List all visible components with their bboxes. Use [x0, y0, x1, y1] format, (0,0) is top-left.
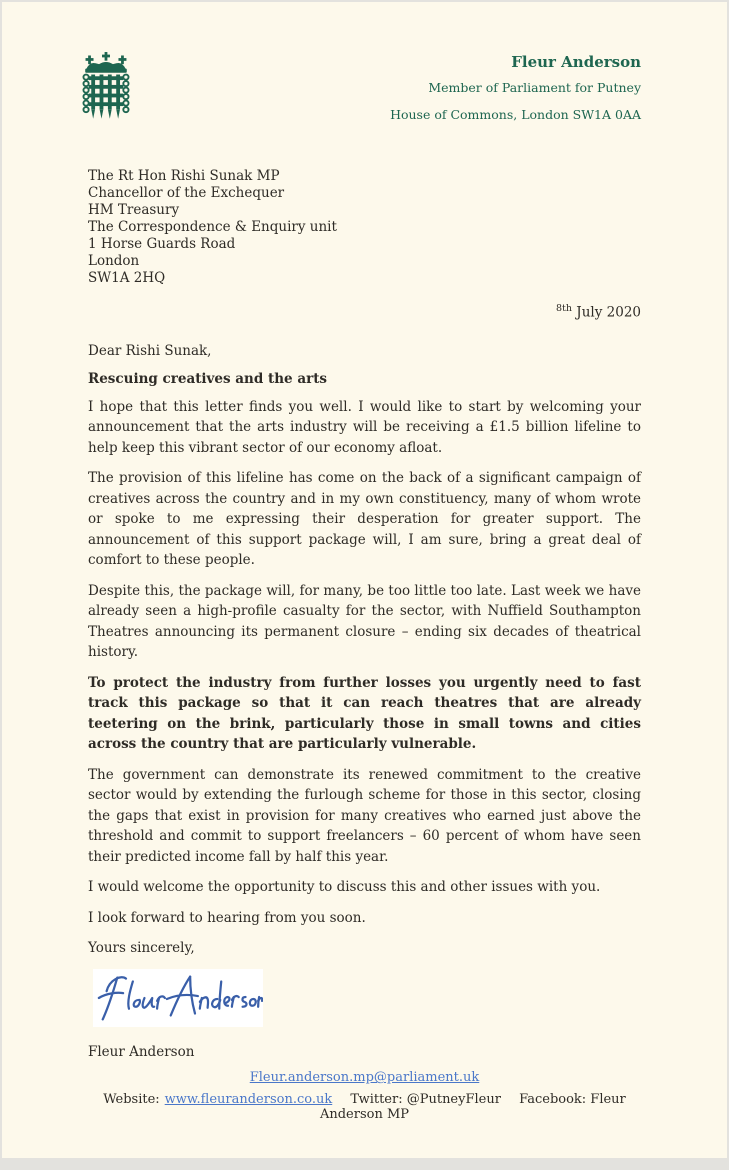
- mp-address: House of Commons, London SW1A 0AA: [390, 107, 641, 122]
- website-label: Website:: [103, 1092, 160, 1108]
- date-month-year: July 2020: [576, 304, 641, 321]
- portcullis-logo-icon: [80, 52, 132, 132]
- typed-signatory-name: Fleur Anderson: [88, 1044, 195, 1061]
- body-paragraph: I hope that this letter finds you well. I would like to start by welcoming your announcement that the arts industry will be receiving a £1.5 billion lifeline to help keep this vibrant sector of our economy afloat.: [88, 398, 641, 456]
- facebook-name: Facebook: Fleur Anderson MP: [319, 1092, 626, 1123]
- mp-name: Fleur Anderson: [511, 53, 641, 71]
- recipient-address-line: The Rt Hon Rishi Sunak MP: [88, 168, 280, 185]
- footer-links-line: [88, 1092, 641, 1122]
- body-paragraph: I look forward to hearing from you soon.: [88, 909, 366, 926]
- body-paragraph: Despite this, the package will, for many, be too little too late. Last week we have already seen a high-profile casualty for the sector, with Nuffield Southampton Theatres announcing its permanent closure – ending six decades of theatrical history.: [88, 582, 641, 661]
- website-link[interactable]: www.fleuranderson.co.uk: [164, 1092, 333, 1108]
- date-day-superscript: 8th: [556, 303, 572, 315]
- recipient-address-line: Chancellor of the Exchequer: [88, 185, 285, 202]
- handwritten-signature: [93, 969, 263, 1027]
- letter-date: [88, 303, 641, 321]
- email-link[interactable]: Fleur.anderson.mp@parliament.uk: [249, 1070, 480, 1086]
- recipient-address-line: HM Treasury: [88, 202, 180, 219]
- body-paragraph: I would welcome the opportunity to discuss this and other issues with you.: [88, 879, 601, 896]
- letter-page: [2, 2, 727, 1158]
- closing: Yours sincerely,: [88, 940, 195, 957]
- mp-role: Member of Parliament for Putney: [428, 80, 641, 95]
- letter-body: [88, 397, 641, 929]
- recipient-address-block: [88, 168, 641, 287]
- letterhead-contact-block: [390, 50, 641, 126]
- recipient-address-line: 1 Horse Guards Road: [88, 236, 236, 253]
- body-paragraph: The government can demonstrate its renewed commitment to the creative sector would by extending the furlough scheme for those in this sector, closing the gaps that exist in provision for many creatives who earned just above the threshold and commit to support freelancers – 60 percent of whom have seen their predicted income fall by half this year.: [88, 766, 641, 865]
- recipient-address-line: SW1A 2HQ: [88, 270, 166, 287]
- twitter-handle: Twitter: @PutneyFleur: [350, 1092, 501, 1108]
- body-paragraph: To protect the industry from further losses you urgently need to fast track this package so that it can reach theatres that are already teetering on the brink, particularly those in small towns and cities across the country that are particularly vulnerable.: [88, 674, 641, 753]
- body-paragraph: The provision of this lifeline has come on the back of a significant campaign of creatives across the country and in my own constituency, many of whom wrote or spoke to me expressing their desperation for greater support. The announcement of this support package will, I am sure, bring a great deal of comfort to these people.: [88, 470, 641, 569]
- letterhead: [88, 50, 641, 132]
- recipient-address-line: London: [88, 253, 140, 270]
- salutation: Dear Rishi Sunak,: [88, 342, 212, 359]
- footer-email-line: [88, 1070, 641, 1085]
- subject-line: Rescuing creatives and the arts: [88, 370, 328, 387]
- recipient-address-line: The Correspondence & Enquiry unit: [88, 219, 337, 236]
